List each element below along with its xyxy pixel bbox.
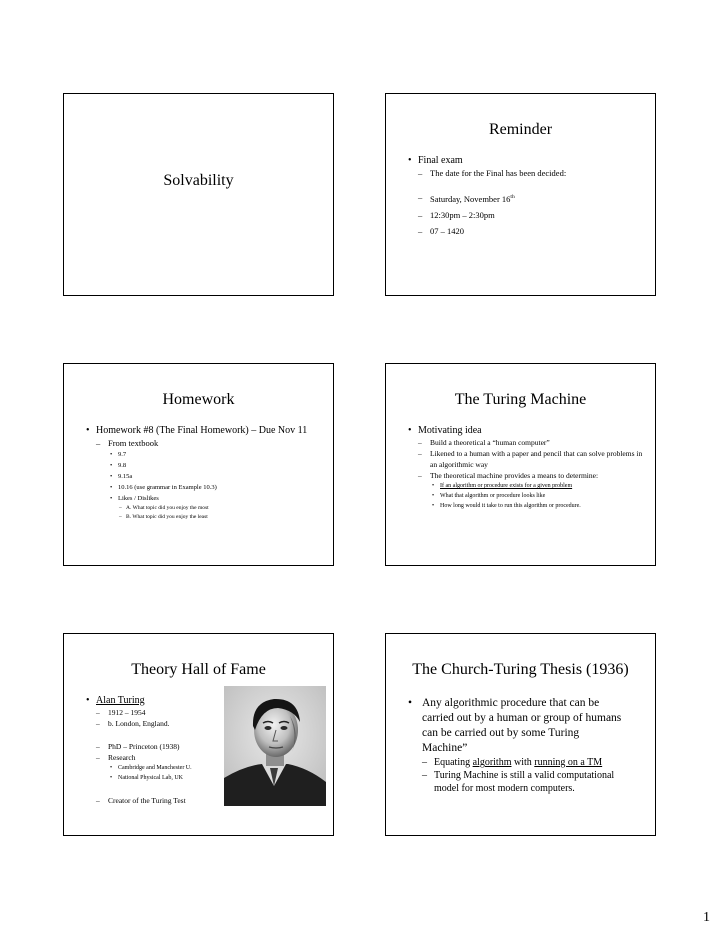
slide-title: Solvability — [163, 172, 234, 189]
slide-reminder — [385, 93, 656, 296]
slide-title: Homework — [162, 391, 235, 408]
alan-turing-portrait — [224, 686, 326, 806]
list-item: • National Physical Lab, UK — [86, 773, 213, 783]
equating-text: with — [514, 757, 532, 768]
date-text: Saturday, November 16 — [430, 193, 511, 204]
slide-body — [408, 696, 625, 795]
slide-body — [408, 154, 645, 237]
slide-title: The Turing Machine — [454, 391, 587, 408]
list-item: • Likes / Dislikes — [86, 493, 309, 504]
slide-title: The Church-Turing Thesis (1936) — [412, 661, 629, 678]
slide-body — [86, 424, 309, 522]
date-suffix: th — [510, 194, 515, 200]
list-item: • What that algorithm or procedure looks like — [408, 491, 645, 501]
bullet: • Motivating idea — [408, 424, 645, 437]
sub-bullet: – Research — [86, 752, 213, 763]
list-item: • Cambridge and Manchester U. — [86, 763, 213, 773]
underlined-text: Alan Turing — [96, 695, 145, 706]
sub-bullet-equating — [408, 756, 625, 769]
portrait-image — [224, 686, 326, 806]
list-item: • How long would it take to run this algorithm or procedure. — [408, 501, 645, 511]
list-item: • 10.16 (use grammar in Example 10.3) — [86, 482, 309, 493]
list-item: • 9.7 — [86, 449, 309, 460]
sub-bullet-date — [408, 191, 645, 205]
sub-bullet: – 1912 – 1954 — [86, 707, 213, 718]
slide-body — [86, 694, 213, 806]
slide-hall-of-fame — [63, 633, 334, 836]
slide-homework — [63, 363, 334, 566]
sub-bullet: – Turing Machine is still a valid computational model for most modern computers. — [408, 769, 625, 795]
sub-bullet: – The theoretical machine provides a means to determine: — [408, 470, 645, 481]
sub-bullet: – Build a theoretical a “human computer” — [408, 437, 645, 448]
slide-solvability — [63, 93, 334, 296]
sub-bullet: – Likened to a human with a paper and pencil that can solve problems in an algorithmic way — [408, 448, 645, 470]
bullet: • Any algorithmic procedure that can be carried out by a human or group of humans can be carried out by some Turing Machine” — [408, 696, 625, 756]
sub-bullet: – From textbook — [86, 437, 309, 449]
sub-bullet: – PhD – Princeton (1938) — [86, 741, 213, 752]
underlined-text: algorithm — [472, 757, 512, 768]
bullet — [86, 694, 213, 707]
list-subitem: – A. What topic did you enjoy the most — [86, 504, 309, 513]
slide-body — [408, 424, 645, 511]
slide-title: Reminder — [488, 121, 553, 138]
underlined-text: If an algorithm or procedure exists for a given problem — [440, 483, 573, 489]
sub-bullet-time: – 12:30pm – 2:30pm — [408, 209, 645, 221]
slide-church-turing — [385, 633, 656, 836]
sub-bullet: – b. London, England. — [86, 718, 213, 729]
list-item: • 9.8 — [86, 460, 309, 471]
slide-turing-machine — [385, 363, 656, 566]
sub-bullet: – The date for the Final has been decided: — [408, 167, 645, 179]
slide-title: Theory Hall of Fame — [131, 661, 266, 678]
list-item — [408, 481, 645, 491]
sub-bullet-room: – 07 – 1420 — [408, 225, 645, 237]
sub-bullet: – Creator of the Turing Test — [86, 795, 213, 806]
page-number: 1 — [703, 910, 710, 925]
bullet: • Homework #8 (The Final Homework) – Due Nov 11 — [86, 424, 309, 437]
list-item: • 9.15a — [86, 471, 309, 482]
bullet: • Final exam — [408, 154, 645, 167]
equating-text: Equating — [434, 757, 471, 768]
underlined-text: running on a TM — [534, 757, 603, 768]
list-subitem: – B. What topic did you enjoy the least — [86, 513, 309, 522]
